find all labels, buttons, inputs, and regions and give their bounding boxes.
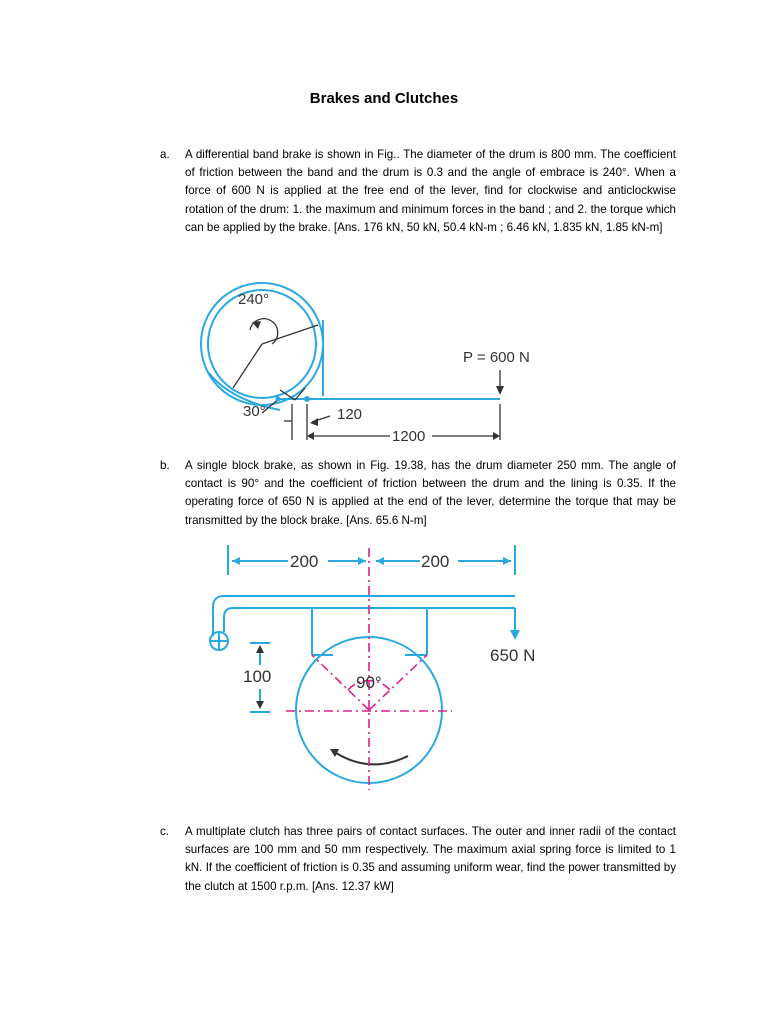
drum-outer: [201, 283, 323, 405]
question-label: b.: [160, 459, 170, 472]
page-title: Brakes and Clutches: [309, 90, 459, 107]
dim-label-200-right: 200: [421, 552, 450, 571]
angle-label-30: 30°: [243, 403, 266, 420]
lever: [213, 596, 515, 636]
rotation-arrow: [333, 751, 408, 764]
question-text: A single block brake, as shown in Fig. 19.38, has the drum diameter 250 mm. The angle of contact is 90° and the coefficient of friction between the drum and the lining is 0.35. If the operating force of 650 N is applied at the end of the lever, determine the torque that may be transmitted by the block brake. [Ans. 65.6 N-m]: [185, 459, 676, 527]
lever-pivot: [210, 632, 228, 650]
brake-drum: [296, 637, 442, 783]
pivot-dot: [276, 397, 281, 402]
angle-label-90: 90°: [356, 673, 382, 692]
drum-inner: [208, 290, 316, 398]
question-label: c.: [160, 825, 170, 838]
question-text: A multiplate clutch has three pairs of contact surfaces. The outer and inner radii of the contact surfaces are 100 mm and 50 mm respectively. The maximum axial spring force is limited to 1 kN. If the coefficient of friction is 0.35 and assuming uniform wear, find the power transmitted by the clutch at 1500 r.p.m. [Ans. 12.37 kW]: [185, 825, 676, 893]
pivot-dot: [304, 396, 310, 402]
force-label: P = 600 N: [463, 349, 530, 366]
dim-label-200-left: 200: [290, 552, 319, 571]
dim-label-1200: 1200: [392, 428, 426, 445]
question-label: a.: [160, 148, 170, 161]
dim-label-100: 100: [243, 667, 272, 686]
dim-label-120: 120: [337, 406, 363, 423]
force-label: 650 N: [490, 646, 536, 665]
angle-label-240: 240°: [238, 291, 270, 308]
question-text: A differential band brake is shown in Fig.. The diameter of the drum is 800 mm. The coefficient of friction between the band and the drum is 0.3 and the angle of embrace is 240°. When a force of 600 N is applied at the free end of the lever, find for clockwise and anticlockwise rotation of the drum: 1. the maximum and minimum forces in the band ; and 2. the torque which can be applied by the brake. [Ans. 176 kN, 50 kN, 50.4 kN-m ; 6.46 kN, 1.835 kN, 1.85 kN-m]: [185, 148, 676, 234]
